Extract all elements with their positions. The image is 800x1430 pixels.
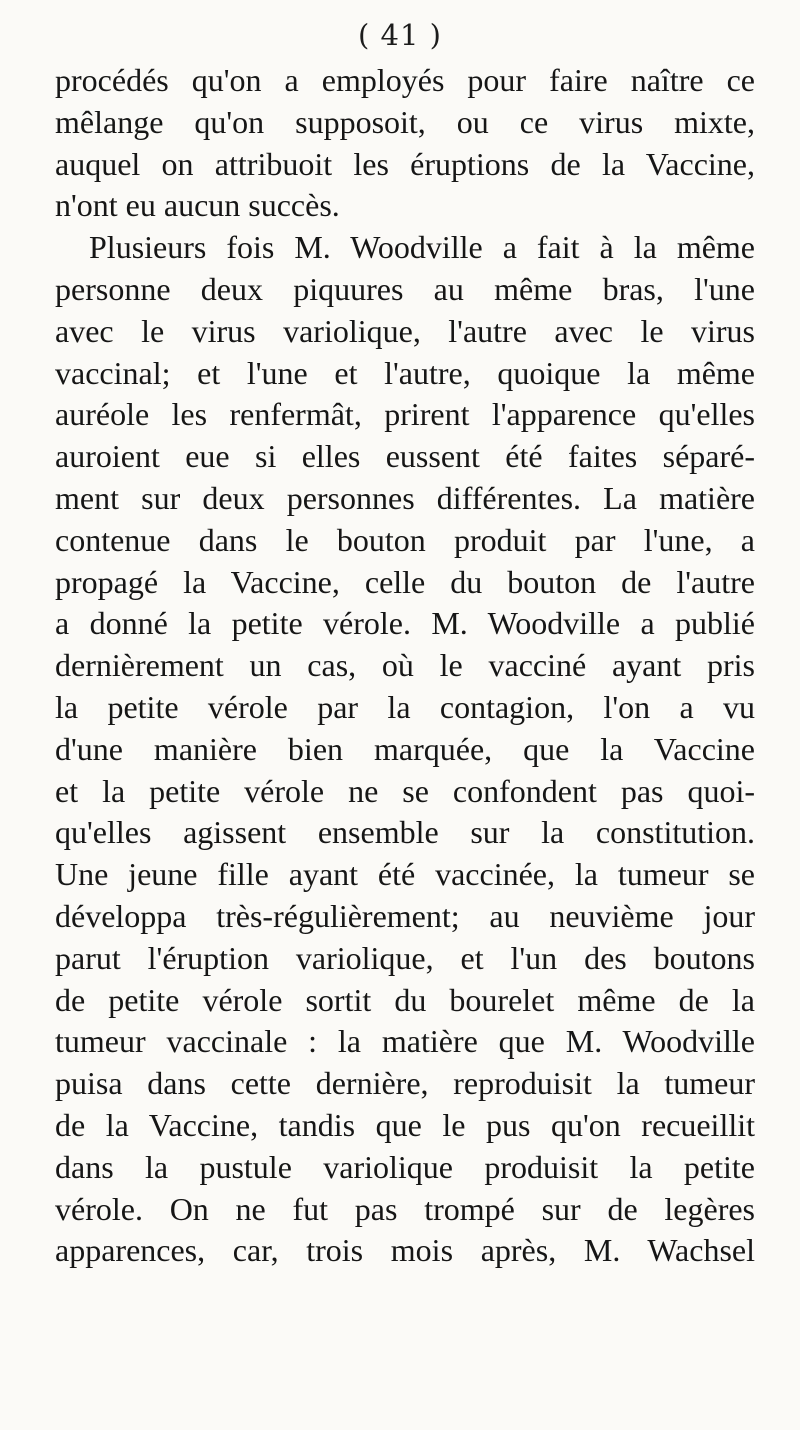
text-line: et la petite vérole ne se confondent pas quoi- [55,772,755,809]
text-line: apparences, car, trois mois après, M. Wachsel [55,1232,755,1269]
text-line: auréole les renfermât, prirent l'apparence qu'elles [55,396,755,433]
text-line: contenue dans le bouton produit par l'une, a [55,521,755,558]
text-line: vaccinal; et l'une et l'autre, quoique la même [55,354,755,391]
text-line: n'ont eu aucun succès. [55,187,340,224]
text-line: la petite vérole par la contagion, l'on a vu [55,688,755,725]
text-line: tumeur vaccinale : la matière que M. Woodville [55,1023,755,1060]
text-line: mêlange qu'on supposoit, ou ce virus mixte, [55,103,755,140]
text-line: avec le virus variolique, l'autre avec le virus [55,312,755,349]
text-line: a donné la petite vérole. M. Woodville a publié [55,605,755,642]
body-text [55,60,755,1272]
text-line: Une jeune fille ayant été vaccinée, la tumeur se [55,856,755,893]
text-line: puisa dans cette dernière, reproduisit la tumeur [55,1065,755,1102]
text-line: parut l'éruption variolique, et l'un des boutons [55,939,755,976]
text-line: ment sur deux personnes différentes. La matière [55,479,755,516]
text-line: auquel on attribuoit les éruptions de la Vaccine, [55,145,755,182]
text-line: dans la pustule variolique produisit la petite [55,1148,755,1185]
text-line: d'une manière bien marquée, que la Vaccine [55,730,755,767]
text-line: personne deux piquures au même bras, l'une [55,270,755,307]
text-line: développa très-régulièrement; au neuvième jour [55,897,755,934]
page-number: ( 41 ) [358,18,442,52]
text-line: de la Vaccine, tandis que le pus qu'on recueillit [55,1106,755,1143]
text-line: auroient eue si elles eussent été faites séparé- [55,438,755,475]
text-line: vérole. On ne fut pas trompé sur de legères [55,1190,755,1227]
text-line: procédés qu'on a employés pour faire naître ce [55,62,755,98]
text-line: propagé la Vaccine, celle du bouton de l'autre [55,563,755,600]
text-line: Plusieurs fois M. Woodville a fait à la même [89,229,755,266]
text-line: dernièrement un cas, où le vacciné ayant pris [55,647,755,684]
text-line: de petite vérole sortit du bourelet même de la [55,981,755,1018]
text-line: qu'elles agissent ensemble sur la constitution. [55,814,755,851]
